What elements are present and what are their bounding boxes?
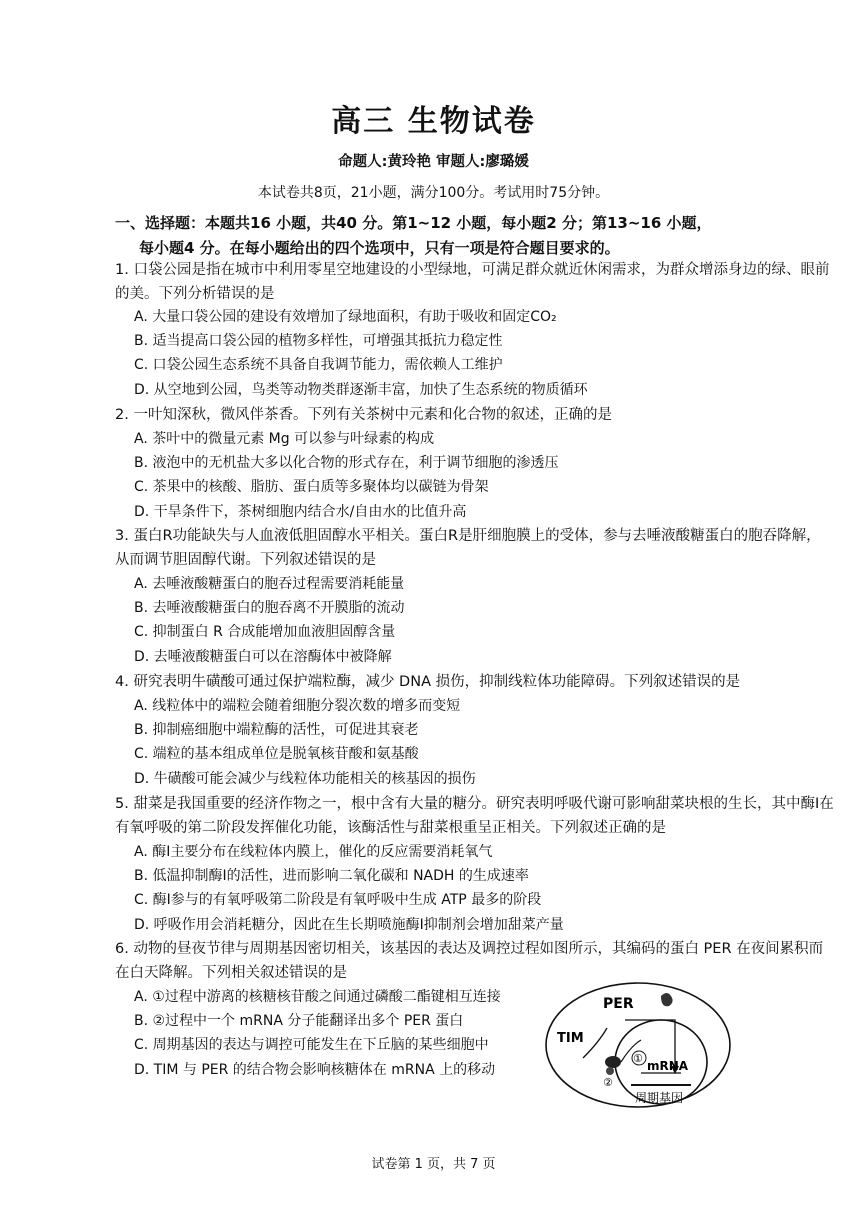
ribosome-small-icon: [606, 1067, 614, 1075]
per-protein-icon: [661, 993, 673, 1006]
question-4-options: [134, 694, 694, 791]
option-c: C. 茶果中的核酸、脂肪、蛋白质等多聚体均以碳链为骨架: [134, 479, 489, 496]
tim-arrow: [583, 1028, 607, 1058]
option-a: A. ①过程中游离的核糖核苷酸之间通过磷酸二酯键相互连接: [134, 989, 501, 1005]
option-b: B. 低温抑制酶Ⅰ的活性，进而影响二氧化碳和 NADH 的生成速率: [134, 868, 529, 885]
option-d: D. 牛磺酸可能会减少与线粒体功能相关的核基因的损伤: [134, 770, 476, 787]
question-4-stem: 4. 研究表明牛磺酸可通过保护端粒酶，减少 DNA 损伤，抑制线粒体功能障碍。下列叙述错误的是: [115, 674, 741, 690]
gene-expression-figure: [543, 980, 733, 1110]
option-c: C. 抑制蛋白 R 合成能增加血液胆固醇含量: [134, 624, 396, 641]
question-6-stem: 6. 动物的昼夜节律与周期基因密切相关，该基因的表达及调控过程如图所示，其编码的蛋白 PER 在夜间累积而在白天降解。下列相关叙述错误的是: [115, 941, 824, 981]
step-2-label: ②: [603, 1076, 613, 1089]
section-heading: [115, 211, 835, 261]
option-c: C. 口袋公园生态系统不具备自我调节能力，需依赖人工维护: [134, 357, 503, 374]
option-d: D. 从空地到公园，鸟类等动物类群逐渐丰富，加快了生态系统的物质循环: [134, 381, 588, 398]
authors-line: 命题人:黄玲艳 审题人:廖璐媛: [338, 154, 529, 170]
question-2-options: [134, 427, 694, 524]
gene-label: 周期基因: [635, 1091, 684, 1105]
figure-svg: [543, 980, 733, 1110]
question-3-stem: 3. 蛋白R功能缺失与人血液低胆固醇水平相关。蛋白R是肝细胞膜上的受体，参与去唾液酸糖蛋白的胞吞降解，从而调节胆固醇代谢。下列叙述错误的是: [115, 528, 821, 568]
ribosome-icon: [605, 1056, 621, 1068]
option-a: A. 线粒体中的端粒会随着细胞分裂次数的增多而变短: [134, 698, 461, 714]
option-d: D. 呼吸作用会消耗糖分，因此在生长期喷施酶Ⅰ抑制剂会增加甜菜产量: [134, 916, 564, 933]
question-1-stem: 1. 口袋公园是指在城市中利用零星空地建设的小型绿地，可满足群众就近休闲需求，为群众增添身边的绿、眼前的美。下列分析错误的是: [115, 262, 830, 302]
option-d: D. TIM 与 PER 的结合物会影响核糖体在 mRNA 上的移动: [134, 1061, 496, 1078]
option-b: B. 抑制癌细胞中端粒酶的活性，可促进其衰老: [134, 722, 419, 739]
option-a: A. 去唾液酸糖蛋白的胞吞过程需要消耗能量: [134, 576, 405, 592]
question-5-stem: 5. 甜菜是我国重要的经济作物之一，根中含有大量的糖分。研究表明呼吸代谢可影响甜菜块根的生长，其中酶Ⅰ在有氧呼吸的第二阶段发挥催化功能，该酶活性与甜菜根重呈正相关。下列叙述正确的是: [115, 796, 834, 836]
question-5-options: [134, 840, 694, 937]
option-b: B. 适当提高口袋公园的植物多样性，可增强其抵抗力稳定性: [134, 333, 503, 350]
option-b: B. ②过程中一个 mRNA 分子能翻译出多个 PER 蛋白: [134, 1013, 464, 1030]
option-b: B. 去唾液酸糖蛋白的胞吞离不开膜脂的流动: [134, 600, 405, 617]
question-1-options: [134, 305, 694, 402]
option-c: C. 酶Ⅰ参与的有氧呼吸第二阶段是有氧呼吸中生成 ATP 最多的阶段: [134, 892, 542, 909]
per-label: PER: [603, 996, 634, 1012]
mrna-label: mRNA: [647, 1059, 689, 1073]
tim-label: TIM: [557, 1031, 584, 1046]
question-3-options: [134, 572, 694, 669]
option-c: C. 周期基因的表达与调控可能发生在下丘脑的某些细胞中: [134, 1037, 489, 1054]
option-a: A. 茶叶中的微量元素 Mg 可以参与叶绿素的构成: [134, 431, 435, 447]
exam-info: 本试卷共8页，21小题，满分100分。考试用时75分钟。: [257, 185, 610, 201]
section-heading-line2: 每小题4 分。在每小题给出的四个选项中，只有一项是符合题目要求的。: [139, 239, 620, 257]
option-d: D. 干旱条件下，茶树细胞内结合水/自由水的比值升高: [134, 503, 467, 520]
option-a: A. 酶Ⅰ主要分布在线粒体内膜上，催化的反应需要消耗氧气: [134, 844, 493, 860]
option-c: C. 端粒的基本组成单位是脱氧核苷酸和氨基酸: [134, 746, 419, 763]
page-footer: 试卷第 1 页，共 7 页: [371, 1157, 496, 1172]
question-2-stem: 2. 一叶知深秋，微风伴茶香。下列有关茶树中元素和化合物的叙述，正确的是: [115, 407, 612, 423]
option-b: B. 液泡中的无机盐大多以化合物的形式存在，利于调节细胞的渗透压: [134, 455, 559, 472]
step-1-label: ①: [633, 1052, 643, 1065]
page-title: 高三 生物试卷: [331, 104, 536, 139]
option-d: D. 去唾液酸糖蛋白可以在溶酶体中被降解: [134, 648, 392, 665]
section-heading-line1: 一、选择题：本题共16 小题，共40 分。第1~12 小题，每小题2 分；第13~16 小题，: [115, 214, 712, 232]
option-a: A. 大量口袋公园的建设有效增加了绿地面积，有助于吸收和固定CO₂: [134, 309, 557, 325]
question-6-options: [134, 985, 544, 1082]
